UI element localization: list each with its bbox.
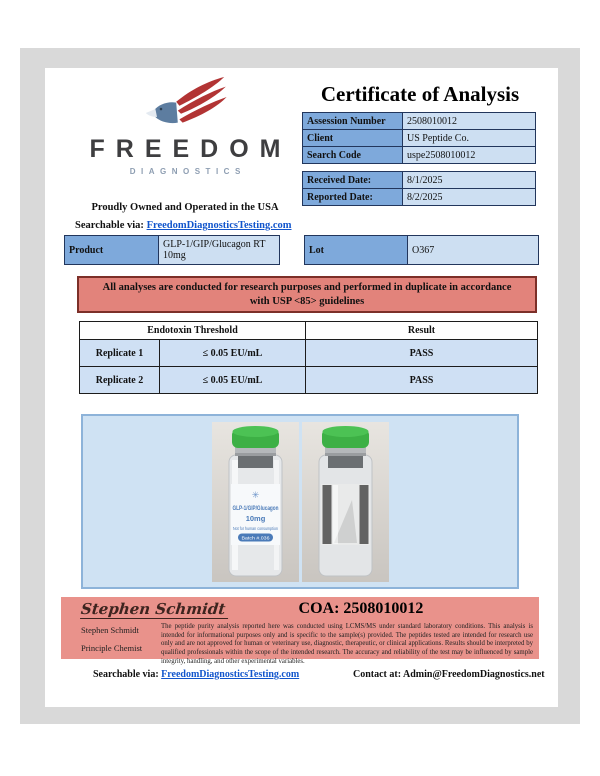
footer-searchable-label: Searchable via: <box>93 669 159 680</box>
table-row <box>303 147 536 164</box>
replicate-2-result: PASS <box>306 367 538 394</box>
endotoxin-threshold-header: Endotoxin Threshold <box>80 322 306 340</box>
certificate-page <box>45 68 558 707</box>
table-header-row <box>80 322 538 340</box>
vial-logo-mark-icon: ✳ <box>251 489 259 500</box>
chemist-name: Stephen Schmidt <box>81 625 139 635</box>
chemist-title: Principle Chemist <box>81 643 143 654</box>
brand-subtitle: DIAGNOSTICS <box>129 167 246 176</box>
replicate-1-name: Replicate 1 <box>80 340 160 367</box>
lot-label: Lot <box>305 236 408 265</box>
vial-batch-text: Batch #.036 <box>241 535 270 540</box>
tagline: Proudly Owned and Operated in the USA <box>91 202 279 213</box>
result-header: Result <box>306 322 538 340</box>
footer-searchable-link[interactable]: FreedomDiagnosticsTesting.com <box>161 669 300 680</box>
vial-back-photo <box>302 422 389 582</box>
searchable-label: Searchable via: <box>75 220 144 231</box>
table-row <box>303 113 536 130</box>
coa-number: COA: 2508010012 <box>298 600 424 617</box>
reported-date-value: 8/2/2025 <box>403 189 536 206</box>
table-row <box>303 189 536 206</box>
searchable-link[interactable]: FreedomDiagnosticsTesting.com <box>146 220 292 231</box>
vial-photos <box>212 422 389 582</box>
brand-logo <box>63 76 307 176</box>
table-row <box>305 236 539 265</box>
table-row <box>80 340 538 367</box>
search-code-label: Search Code <box>303 147 403 164</box>
product-label: Product <box>65 236 159 265</box>
product-table <box>64 235 280 265</box>
client-label: Client <box>303 130 403 147</box>
received-date-label: Received Date: <box>303 172 403 189</box>
vial-photo-panel <box>81 414 519 589</box>
footer-contact: Contact at: Admin@FreedomDiagnostics.net <box>353 669 545 680</box>
table-row <box>303 172 536 189</box>
footer-searchable <box>93 669 299 680</box>
client-value: US Peptide Co. <box>403 130 536 147</box>
reported-date-label: Reported Date: <box>303 189 403 206</box>
chemist-signature: Stephen Schmidt <box>80 600 230 619</box>
replicate-1-result: PASS <box>306 340 538 367</box>
search-code-value: uspe2508010012 <box>403 147 536 164</box>
product-value: GLP-1/GIP/Glucagon RT 10mg <box>159 236 280 265</box>
vial-front-photo <box>212 422 299 582</box>
vial-back-illustration <box>302 422 389 582</box>
vial-dose-text: 10mg <box>245 513 265 523</box>
table-row <box>65 236 280 265</box>
table-row <box>80 367 538 394</box>
gray-frame <box>20 48 580 724</box>
replicate-2-threshold: ≤ 0.05 EU/mL <box>160 367 306 394</box>
brand-name: FREEDOM <box>89 135 292 163</box>
received-date-value: 8/1/2025 <box>403 172 536 189</box>
lot-value: O367 <box>408 236 539 265</box>
eagle-logo-icon <box>141 76 229 134</box>
vial-product-text: GLP-1/GIP/Glucagon <box>232 504 279 512</box>
assession-number-value: 2508010012 <box>403 113 536 130</box>
replicate-1-threshold: ≤ 0.05 EU/mL <box>160 340 306 367</box>
table-row <box>303 130 536 147</box>
endotoxin-results-table <box>79 321 538 394</box>
assession-number-label: Assession Number <box>303 113 403 130</box>
dates-table <box>302 171 536 206</box>
disclaimer-text: The peptide purity analysis reported here was conducted using LCMS/MS under standard laboratory conditions. This analysis is intended for informational purposes only and is specific to the sample(s) provided. The peptides tested are intended for research use only and are not approved for human or veterinary use, diagnostic, therapeutic, or clinical applications. Results should be interpreted by qualified professionals within the scope of the intended research. The accuracy and reliability of the test may be influenced by sample integrity, handling, and other experimental variables. <box>161 623 533 665</box>
usp-guidelines-banner: All analyses are conducted for research purposes and performed in duplicate in accordance with USP <85> guidelines <box>77 276 537 313</box>
vial-warning-text: Not for human consumption <box>232 525 278 531</box>
replicate-2-name: Replicate 2 <box>80 367 160 394</box>
signature-block <box>61 597 539 665</box>
lot-table <box>304 235 539 265</box>
page-title: Certificate of Analysis <box>320 82 520 106</box>
info-table <box>302 112 536 164</box>
vial-front-illustration <box>212 422 299 582</box>
searchable-line <box>75 220 292 231</box>
